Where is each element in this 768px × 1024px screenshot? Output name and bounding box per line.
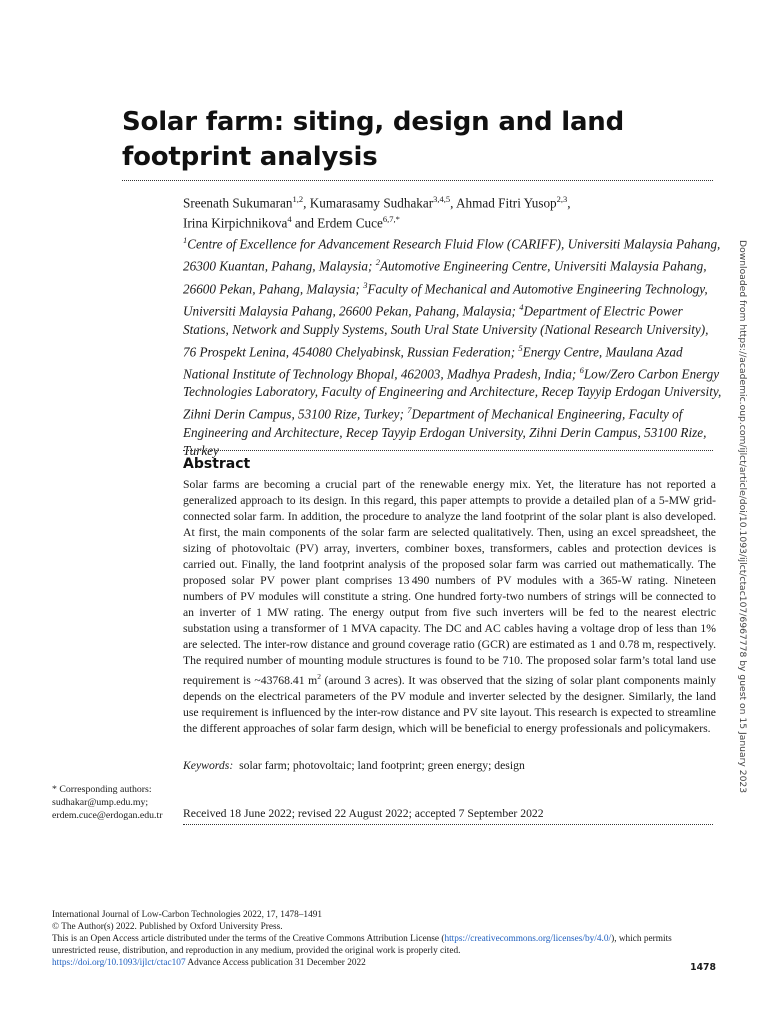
- author-name[interactable]: Irina Kirpichnikova: [183, 215, 288, 231]
- advance-access: Advance Access publication 31 December 2022: [185, 958, 366, 968]
- corresponding-label: * Corresponding authors:: [52, 784, 152, 795]
- paper-title: Solar farm: siting, design and land footprint analysis: [122, 107, 625, 172]
- author-separator: ,: [450, 195, 457, 211]
- affil-sup: 7: [407, 405, 412, 416]
- author-affil-sup: 3,4,5: [433, 194, 451, 204]
- affil-sup: 4: [519, 302, 524, 313]
- corresponding-authors: [52, 783, 192, 822]
- author-name[interactable]: Kumarasamy Sudhakar: [309, 195, 434, 211]
- copyright-line: © The Author(s) 2022. Published by Oxford University Press.: [52, 922, 283, 932]
- license-text: This is an Open Access article distributed under the terms of the Creative Commons Attribution License (: [52, 934, 445, 944]
- affil-sup: 3: [363, 279, 368, 290]
- page-footer: [52, 909, 716, 969]
- keywords-list: solar farm; photovoltaic; land footprint; green energy; design: [239, 759, 525, 772]
- keywords-label: Keywords:: [183, 759, 234, 772]
- corresponding-email[interactable]: sudhakar@ump.edu.my;: [52, 797, 149, 808]
- author-separator: ,: [303, 195, 310, 211]
- author-name[interactable]: Ahmad Fitri Yusop: [456, 195, 557, 211]
- abstract-unit-sup: 2: [317, 672, 321, 681]
- affil-text: Department of Mechanical Engineering, Faculty of Engineering and Architecture, Recep Tayyip Erdogan University, Zihni Derin Campus, 53100 Rize, Turkey: [183, 406, 707, 458]
- abstract-text: Solar farms are becoming a crucial part of the renewable energy mix. Yet, the literature has not reported a generalized approach to its design. In this regard, this paper attempts to provide a detailed plan of a 5-MW grid-connected solar farm. In addition, the procedure to analyze the land footprint of the solar plant is also developed. At first, the main components of the solar farm are selected qualitatively. Then, using an excel spreadsheet, the sizing of photovoltaic (PV) array, inverters, combiner boxes, transformers, cables and protection devices is carried out. Finally, the land footprint analysis of the proposed solar farm was carried out mathematically. The proposed solar PV power plant comprises 13 490 numbers of PV modules with a 365-W rating. Nineteen numbers of PV modules will constitute a string. One hundred forty-two numbers of strings will be connected to an inverter of 1 MW rating. The energy output from five such inverters will be fed to the nearest electric substation using a transformer of 1 MVA capacity. The DC and AC cables having a voltage drop of less than 1% are selected. The inter-row distance and ground coverage ratio (GCR) are estimated as 1 and 0.78 m, respectively. The required number of mounting module structures is found to be 710. The proposed solar farm’s total land use requirement is ~43768.41 m: [183, 478, 716, 687]
- keywords: [183, 758, 716, 774]
- affil-sup: 1: [183, 235, 188, 245]
- corresponding-email[interactable]: erdem.cuce@erdogan.edu.tr: [52, 810, 163, 821]
- affil-text: Faculty of Mechanical and Automotive Engineering Technology, Universiti Malaysia Pahang, 26600 Pekan, Pahang, Malaysia;: [183, 281, 708, 319]
- doi-link[interactable]: https://doi.org/10.1093/ijlct/ctac107: [52, 958, 186, 968]
- abstract-text-cont: (around 3 acres). It was observed that the sizing of solar plant components mainly depends on the electrical parameters of the PV module and inverter selected by the designer. Similarly, the land use requirement is influenced by the inter-row distance and PV site layout. This research is expected to streamline the different approaches of solar farm design, which will be beneficial to energy professionals and policymakers.: [183, 673, 716, 735]
- page-number: 1478: [690, 962, 716, 973]
- affil-text: Centre of Excellence for Advancement Research Fluid Flow (CARIFF), Universiti Malaysia Pahang, 26300 Kuantan, Pahang, Malaysia;: [183, 236, 721, 274]
- title-divider: [122, 180, 713, 181]
- author-affil-sup: 1,2: [292, 194, 304, 204]
- abstract-body: [183, 477, 716, 737]
- author-affil-sup: 6,7,*: [382, 214, 400, 225]
- affil-sup: 2: [375, 257, 380, 268]
- affil-sup: 5: [518, 342, 523, 353]
- affil-text: Low/Zero Carbon Energy Technologies Laboratory, Faculty of Engineering and Architecture, Recep Tayyip Erdogan University, Zihni Derin Campus, 53100 Rize, Turkey;: [183, 366, 722, 422]
- doi-line: [52, 957, 716, 969]
- affiliations: [183, 231, 723, 460]
- affil-sup: 6: [579, 364, 584, 375]
- abstract-heading: Abstract: [183, 456, 251, 472]
- license-statement: [52, 933, 716, 957]
- author-name[interactable]: Sreenath Sukumaran: [183, 195, 293, 211]
- received-dates: Received 18 June 2022; revised 22 August 2022; accepted 7 September 2022: [183, 807, 544, 820]
- author-separator: and: [291, 215, 318, 231]
- download-watermark: Downloaded from https://academic.oup.com/ijlct/article/doi/10.1093/ijlct/ctac107/6967778 by guest on 15 January 2023: [737, 240, 748, 794]
- received-divider: [183, 824, 713, 825]
- author-affil-sup: 2,3: [556, 194, 568, 204]
- journal-citation: International Journal of Low-Carbon Technologies 2022, 17, 1478–1491: [52, 910, 323, 920]
- author-list: [183, 191, 723, 232]
- license-text-cont: ), which permits unrestricted reuse, distribution, and reproduction in any medium, provided the original work is properly cited.: [52, 934, 672, 956]
- affiliation-divider: [183, 450, 713, 451]
- affil-text: Energy Centre, Maulana Azad National Institute of Technology Bhopal, 462003, Madhya Pradesh, India;: [183, 343, 683, 382]
- affil-text: Department of Electric Power Stations, Network and Supply Systems, South Ural State University (National Research University), 76 Prospekt Lenina, 454080 Chelyabinsk, Russian Federation;: [183, 303, 709, 359]
- affil-text: Automotive Engineering Centre, Universiti Malaysia Pahang, 26600 Pekan, Pahang, Malaysia;: [183, 258, 707, 297]
- license-link[interactable]: https://creativecommons.org/licenses/by/4.0/: [444, 934, 612, 944]
- author-name[interactable]: Erdem Cuce: [317, 215, 383, 231]
- author-affil-sup: 4: [287, 214, 292, 225]
- author-separator: ,: [567, 195, 571, 211]
